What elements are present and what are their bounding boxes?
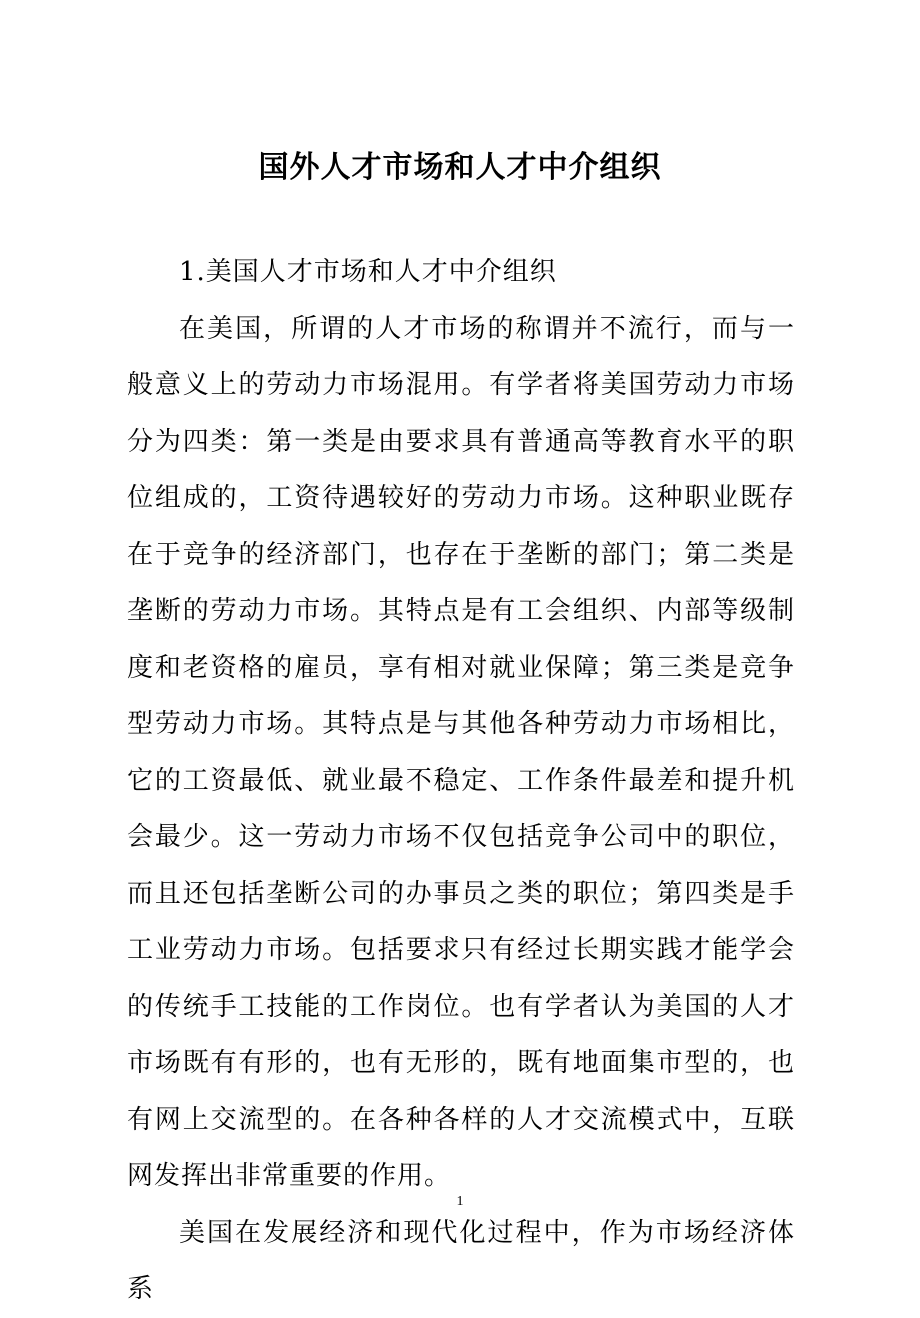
document-title: 国外人才市场和人才中介组织 — [258, 150, 662, 185]
body-paragraph-2: 美国在发展经济和现代化过程中，作为市场经济体系 — [127, 1217, 795, 1304]
page-number: 1 — [456, 1194, 464, 1209]
body-paragraph-1: 在美国，所谓的人才市场的称谓并不流行，而与一般意义上的劳动力市场混用。有学者将美国劳动力市场分为四类：第一类是由要求具有普通高等教育水平的职位组成的，工资待遇较好的劳动力市场。这种职业既存在于竞争的经济部门，也存在于垄断的部门；第二类是垄断的劳动力市场。其特点是有工会组织、内部等级制度和老资格的雇员，享有相对就业保障；第三类是竞争型劳动力市场。其特点是与其他各种劳动力市场相比，它的工资最低、就业最不稳定、工作条件最差和提升机会最少。这一劳动力市场不仅包括竞争公司中的职位，而且还包括垄断公司的办事员之类的职位；第四类是手工业劳动力市场。包括要求只有经过长期实践才能学会的传统手工技能的工作岗位。也有学者认为美国的人才市场既有有形的，也有无形的，既有地面集市型的，也有网上交流型的。在各种各样的人才交流模式中，互联网发挥出非常重要的作用。 — [127, 313, 795, 1191]
section-heading: 1.美国人才市场和人才中介组织 — [179, 257, 557, 287]
document-body — [127, 244, 795, 1318]
